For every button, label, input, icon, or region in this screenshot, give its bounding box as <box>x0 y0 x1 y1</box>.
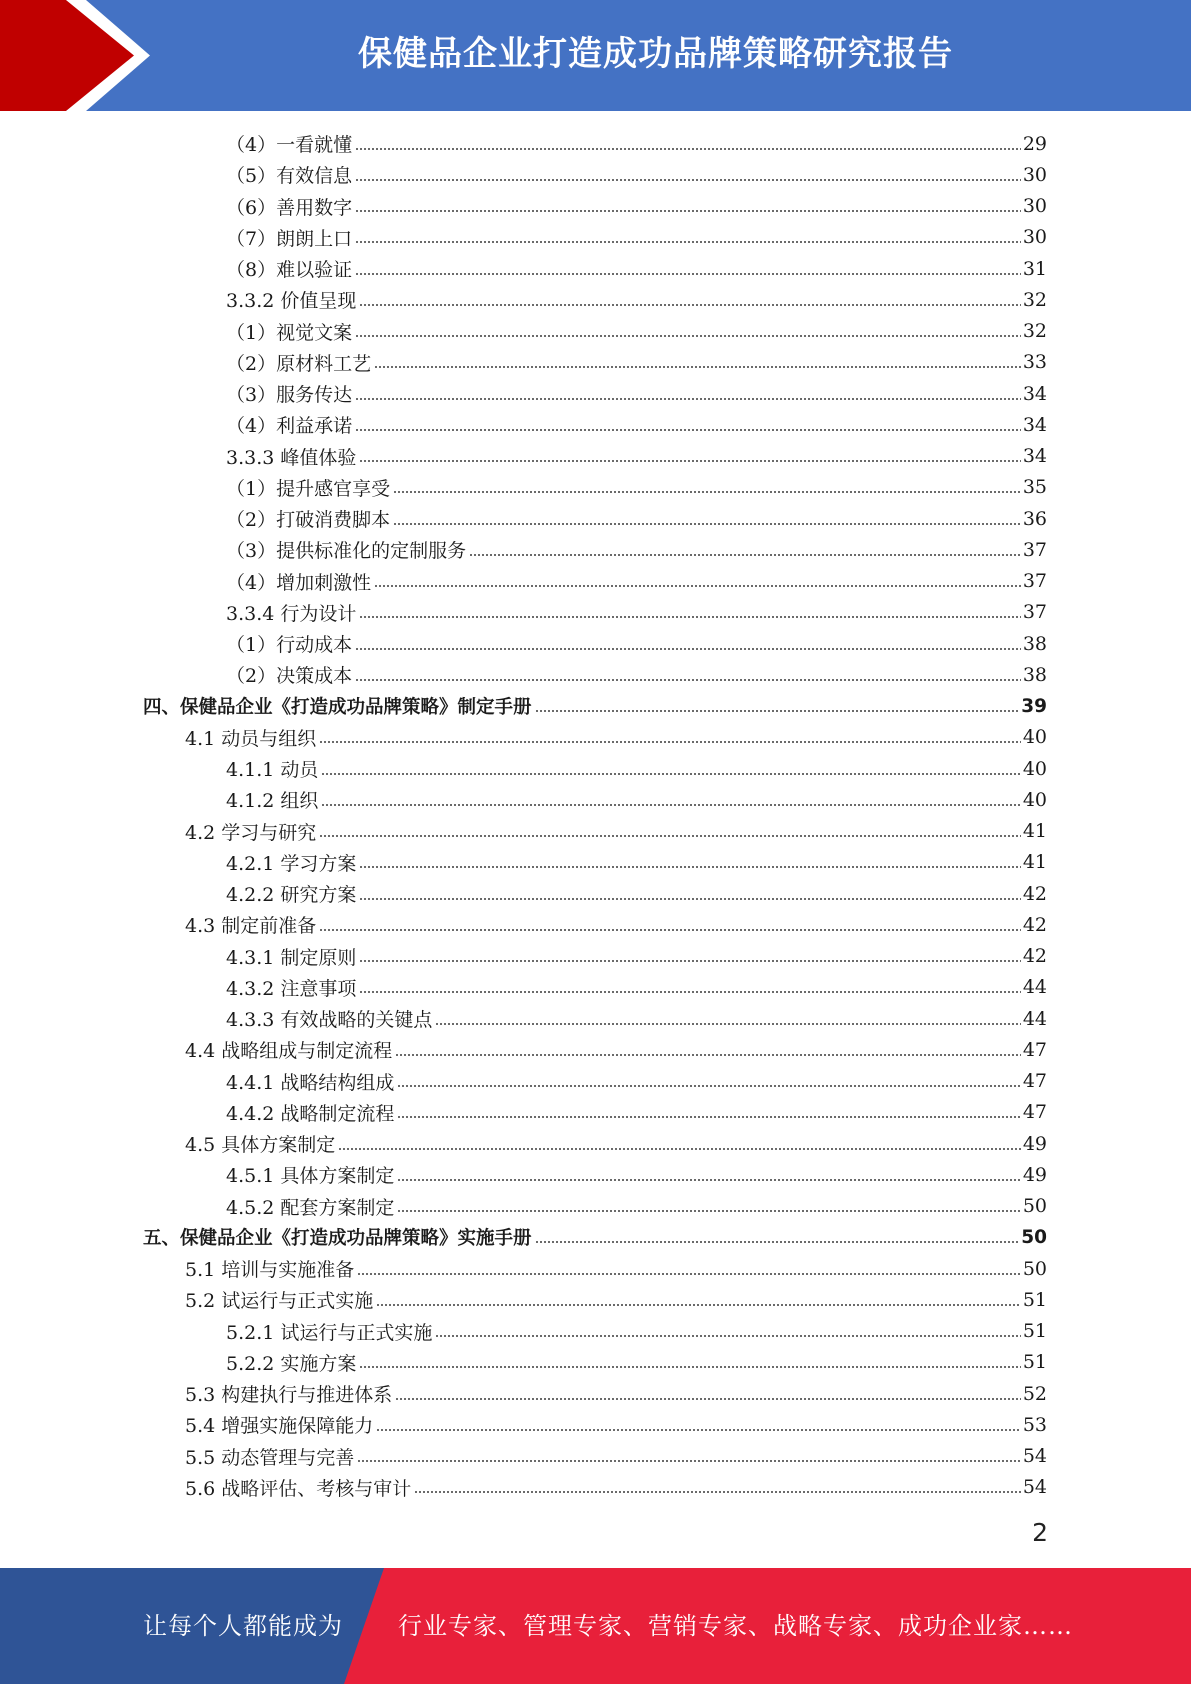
toc-entry-label: 4.4 战略组成与制定流程 <box>185 1040 393 1063</box>
toc-entry-page: 42 <box>1022 945 1047 968</box>
header-banner <box>0 0 1191 111</box>
toc-entry-page: 37 <box>1022 538 1047 561</box>
toc-entry-label: （8）难以验证 <box>226 259 353 282</box>
toc-entry-page: 35 <box>1022 476 1047 499</box>
toc-entry-page: 33 <box>1022 351 1047 374</box>
dot-leader <box>469 554 1021 556</box>
page-title: 保健品企业打造成功品牌策略研究报告 <box>358 34 953 74</box>
toc-entry[interactable] <box>0 1284 1191 1315</box>
toc-entry-page: 42 <box>1022 913 1047 936</box>
toc-entry-label: （3）提供标准化的定制服务 <box>226 540 467 563</box>
dot-leader <box>355 273 1021 275</box>
toc-entry[interactable] <box>0 628 1191 659</box>
toc-entry[interactable] <box>0 659 1191 690</box>
toc-entry-label: 5.3 构建执行与推进体系 <box>185 1384 393 1407</box>
toc-entry-label: 4.5 具体方案制定 <box>185 1134 336 1157</box>
toc-entry-page: 40 <box>1022 757 1047 780</box>
toc-entry[interactable] <box>0 972 1191 1003</box>
toc-entry[interactable] <box>0 597 1191 628</box>
page-number: 2 <box>1032 1518 1048 1547</box>
toc-entry-page: 39 <box>1021 695 1047 717</box>
toc-entry-page: 30 <box>1022 195 1047 218</box>
toc-entry-page: 34 <box>1022 382 1047 405</box>
toc-entry[interactable] <box>0 441 1191 472</box>
toc-entry-label: 4.3.2 注意事项 <box>226 977 357 1000</box>
toc-entry-page: 38 <box>1022 663 1047 686</box>
toc-entry-page: 41 <box>1022 820 1047 843</box>
toc-entry-page: 44 <box>1022 976 1047 999</box>
toc-entry[interactable] <box>0 534 1191 565</box>
toc-entry-label: （2）决策成本 <box>226 665 353 688</box>
toc-entry[interactable] <box>0 128 1191 159</box>
toc-entry-page: 40 <box>1022 788 1047 811</box>
dot-leader <box>535 710 1020 712</box>
toc-entry-page: 51 <box>1022 1320 1047 1343</box>
toc-entry[interactable] <box>0 1003 1191 1034</box>
toc-entry-label: 四、保健品企业《打造成功品牌策略》制定手册 <box>143 697 532 719</box>
dot-leader <box>374 585 1021 587</box>
toc-entry[interactable] <box>0 1222 1191 1253</box>
toc-entry-page: 52 <box>1022 1382 1047 1405</box>
toc-entry[interactable] <box>0 222 1191 253</box>
toc-entry-page: 50 <box>1022 1257 1047 1280</box>
dot-leader <box>359 1366 1020 1368</box>
toc-entry-label: （4）增加刺激性 <box>226 571 372 594</box>
toc-entry-page: 29 <box>1022 132 1047 155</box>
dot-leader <box>535 1241 1020 1243</box>
dot-leader <box>355 210 1021 212</box>
toc-entry[interactable] <box>0 1441 1191 1472</box>
chevron-arrow-icon <box>0 0 160 111</box>
toc-entry[interactable] <box>0 909 1191 940</box>
toc-entry[interactable] <box>0 284 1191 315</box>
dot-leader <box>435 1335 1020 1337</box>
toc-entry-label: 4.1 动员与组织 <box>185 727 317 750</box>
toc-entry-label: （2）原材料工艺 <box>226 352 372 375</box>
dot-leader <box>319 835 1021 837</box>
toc-entry-page: 31 <box>1022 257 1047 280</box>
toc-entry-page: 38 <box>1022 632 1047 655</box>
toc-entry[interactable] <box>0 191 1191 222</box>
toc-entry-page: 32 <box>1022 288 1047 311</box>
toc-entry[interactable] <box>0 1097 1191 1128</box>
toc-entry-label: （4）一看就懂 <box>226 134 353 157</box>
toc-entry[interactable] <box>0 753 1191 784</box>
toc-entry-page: 51 <box>1022 1288 1047 1311</box>
toc-entry[interactable] <box>0 347 1191 378</box>
toc-entry-label: 5.2.1 试运行与正式实施 <box>226 1321 433 1344</box>
toc-entry[interactable] <box>0 1316 1191 1347</box>
dot-leader <box>414 1491 1021 1493</box>
toc-entry[interactable] <box>0 378 1191 409</box>
toc-entry-page: 53 <box>1022 1413 1047 1436</box>
dot-leader <box>355 179 1021 181</box>
dot-leader <box>355 241 1021 243</box>
toc-entry[interactable] <box>0 1378 1191 1409</box>
toc-entry[interactable] <box>0 409 1191 440</box>
toc-entry-label: 5.5 动态管理与完善 <box>185 1446 355 1469</box>
toc-entry-page: 47 <box>1022 1038 1047 1061</box>
toc-entry-page: 41 <box>1022 851 1047 874</box>
toc-entry[interactable] <box>0 1066 1191 1097</box>
toc-entry-label: （1）视觉文案 <box>226 321 353 344</box>
dot-leader <box>359 616 1020 618</box>
dot-leader <box>376 1429 1021 1431</box>
toc-entry-page: 50 <box>1022 1195 1047 1218</box>
toc-entry-label: 3.3.3 峰值体验 <box>226 446 357 469</box>
toc-entry-page: 47 <box>1022 1070 1047 1093</box>
toc-entry[interactable] <box>0 941 1191 972</box>
dot-leader <box>374 366 1021 368</box>
dot-leader <box>319 741 1021 743</box>
toc-entry-page: 42 <box>1022 882 1047 905</box>
dot-leader <box>321 773 1020 775</box>
toc-entry-page: 34 <box>1022 445 1047 468</box>
dot-leader <box>397 1085 1020 1087</box>
toc-entry-page: 51 <box>1022 1351 1047 1374</box>
dot-leader <box>355 148 1021 150</box>
toc-entry-page: 30 <box>1022 163 1047 186</box>
toc-entry-page: 37 <box>1022 601 1047 624</box>
toc-entry-page: 49 <box>1022 1132 1047 1155</box>
toc-entry-label: 3.3.4 行为设计 <box>226 602 357 625</box>
dot-leader <box>359 304 1020 306</box>
toc-entry[interactable] <box>0 472 1191 503</box>
toc-entry-label: 4.2.2 研究方案 <box>226 884 357 907</box>
toc-entry[interactable] <box>0 1253 1191 1284</box>
toc-entry[interactable] <box>0 784 1191 815</box>
toc-entry-page: 54 <box>1022 1445 1047 1468</box>
toc-entry-label: （5）有效信息 <box>226 165 353 188</box>
toc-entry-label: 5.4 增强实施保障能力 <box>185 1415 374 1438</box>
dot-leader <box>393 491 1021 493</box>
footer-slogan-left: 让每个人都能成为 <box>143 1612 343 1640</box>
toc-entry-label: 5.1 培训与实施准备 <box>185 1259 355 1282</box>
toc-entry[interactable] <box>0 878 1191 909</box>
toc-entry-label: 3.3.2 价值呈现 <box>226 290 357 313</box>
toc-entry-label: （3）服务传达 <box>226 384 353 407</box>
toc-entry-label: 五、保健品企业《打造成功品牌策略》实施手册 <box>143 1228 532 1250</box>
dot-leader <box>395 1398 1021 1400</box>
toc-entry-page: 54 <box>1022 1476 1047 1499</box>
toc-entry-page: 44 <box>1022 1007 1047 1030</box>
toc-entry-page: 50 <box>1021 1226 1047 1248</box>
dot-leader <box>359 991 1020 993</box>
toc-entry-label: 5.6 战略评估、考核与审计 <box>185 1477 412 1500</box>
dot-leader <box>355 429 1021 431</box>
dot-leader <box>359 866 1020 868</box>
dot-leader <box>355 335 1021 337</box>
toc-entry-label: 4.2 学习与研究 <box>185 821 317 844</box>
toc-entry-label: 4.4.1 战略结构组成 <box>226 1071 395 1094</box>
dot-leader <box>321 804 1020 806</box>
toc-entry[interactable] <box>0 1347 1191 1378</box>
toc-entry-label: 4.5.2 配套方案制定 <box>226 1196 395 1219</box>
footer-banner <box>0 1568 1191 1684</box>
dot-leader <box>397 1116 1020 1118</box>
toc-entry-page: 30 <box>1022 226 1047 249</box>
toc-entry-label: 4.3.1 制定原则 <box>226 946 357 969</box>
toc-entry[interactable] <box>0 816 1191 847</box>
dot-leader <box>376 1304 1021 1306</box>
toc-entry-label: （2）打破消费脚本 <box>226 509 391 532</box>
toc-entry-label: （1）提升感官享受 <box>226 477 391 500</box>
toc-entry[interactable] <box>0 847 1191 878</box>
toc-entry[interactable] <box>0 566 1191 597</box>
dot-leader <box>355 398 1021 400</box>
toc-entry[interactable] <box>0 316 1191 347</box>
toc-entry-label: 4.3 制定前准备 <box>185 915 317 938</box>
dot-leader <box>359 960 1020 962</box>
dot-leader <box>357 1273 1021 1275</box>
toc-entry-label: 4.2.1 学习方案 <box>226 852 357 875</box>
toc-entry-label: 5.2 试运行与正式实施 <box>185 1290 374 1313</box>
toc-entry[interactable] <box>0 1034 1191 1065</box>
toc-entry-label: （7）朗朗上口 <box>226 227 353 250</box>
dot-leader <box>359 898 1020 900</box>
toc-entry[interactable] <box>0 1191 1191 1222</box>
dot-leader <box>357 1460 1021 1462</box>
dot-leader <box>395 1054 1021 1056</box>
toc-entry-page: 37 <box>1022 570 1047 593</box>
toc-entry-label: 4.5.1 具体方案制定 <box>226 1165 395 1188</box>
dot-leader <box>435 1023 1020 1025</box>
toc-entry-label: 4.1.2 组织 <box>226 790 319 813</box>
toc-entry-page: 32 <box>1022 320 1047 343</box>
toc-entry[interactable] <box>0 159 1191 190</box>
dot-leader <box>397 1179 1020 1181</box>
toc-entry[interactable] <box>0 722 1191 753</box>
dot-leader <box>319 929 1021 931</box>
toc-entry[interactable] <box>0 1409 1191 1440</box>
dot-leader <box>393 523 1021 525</box>
toc-entry-label: （4）利益承诺 <box>226 415 353 438</box>
toc-entry[interactable] <box>0 1128 1191 1159</box>
dot-leader <box>355 679 1021 681</box>
dot-leader <box>397 1210 1020 1212</box>
toc-entry[interactable] <box>0 503 1191 534</box>
toc-entry-label: （6）善用数字 <box>226 196 353 219</box>
toc-entry-label: 4.1.1 动员 <box>226 759 319 782</box>
footer-slogan-right: 行业专家、管理专家、营销专家、战略专家、成功企业家…… <box>398 1612 1073 1640</box>
toc-entry-page: 34 <box>1022 413 1047 436</box>
dot-leader <box>359 460 1020 462</box>
toc-entry[interactable] <box>0 1159 1191 1190</box>
toc-entry-page: 49 <box>1022 1163 1047 1186</box>
toc-entry-label: 4.4.2 战略制定流程 <box>226 1102 395 1125</box>
toc-entry-label: 5.2.2 实施方案 <box>226 1352 357 1375</box>
dot-leader <box>338 1148 1021 1150</box>
toc-entry-page: 40 <box>1022 726 1047 749</box>
dot-leader <box>355 648 1021 650</box>
table-of-contents <box>0 128 1191 1503</box>
toc-entry[interactable] <box>0 253 1191 284</box>
toc-entry-label: 4.3.3 有效战略的关键点 <box>226 1009 433 1032</box>
toc-entry-page: 36 <box>1022 507 1047 530</box>
toc-entry-page: 47 <box>1022 1101 1047 1124</box>
toc-entry[interactable] <box>0 691 1191 722</box>
toc-entry-label: （1）行动成本 <box>226 634 353 657</box>
toc-entry[interactable] <box>0 1472 1191 1503</box>
